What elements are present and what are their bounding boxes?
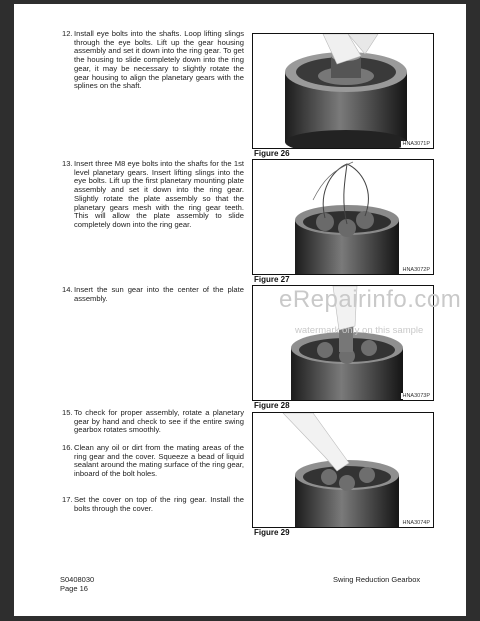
step-text: Clean any oil or dirt from the mating areas of the ring gear and the cover. Squeeze a bead of liquid sealant around the mating surface of the ring gear, inboard of the bolt holes. — [74, 443, 244, 479]
step-12 — [62, 29, 244, 91]
footer-page-number: Page 16 — [60, 584, 88, 593]
figure-code: HNA3072P — [402, 267, 430, 273]
step-17 — [62, 495, 244, 513]
step-number: 15. — [62, 408, 73, 417]
manual-page — [14, 4, 466, 616]
step-text: Set the cover on top of the ring gear. Install the bolts through the cover. — [74, 495, 244, 513]
figure-29-caption: Figure 29 — [254, 528, 290, 537]
step-13 — [62, 159, 244, 230]
step-number: 16. — [62, 443, 73, 452]
step-15 — [62, 408, 244, 435]
watermark-site: eRepairinfo.com — [279, 286, 462, 313]
step-14 — [62, 285, 244, 303]
figure-27-photo — [252, 159, 434, 275]
step-number: 13. — [62, 159, 73, 168]
step-number: 17. — [62, 495, 73, 504]
step-16 — [62, 443, 244, 479]
figure-code: HNA3074P — [402, 520, 430, 526]
figure-code: HNA3071P — [402, 141, 430, 147]
figure-code: HNA3073P — [402, 393, 430, 399]
figure-29-photo — [252, 412, 434, 528]
watermark-note: watermark only on this sample — [295, 325, 424, 336]
step-text: Insert the sun gear into the center of the plate assembly. — [74, 285, 244, 303]
step-text: Install eye bolts into the shafts. Loop lifting slings through the eye bolts. Lift up the gear housing assembly and set it down into the ring gear. To get the housing to slide completely down into the ring gear, it may be necessary to slightly rotate the gear housing to align the planetary gears with the splines on the shaft. — [74, 29, 244, 91]
footer-section-title: Swing Reduction Gearbox — [333, 575, 421, 584]
step-text: Insert three M8 eye bolts into the shafts for the 1st level planetary gears. Insert lifting slings into the eye bolts. Lift up the first planetary mounting plate assembly and set it down into the ring gear. Slightly rotate the plate assembly so that the planetary gears mesh with the ring gear teeth. This will allow the plate assembly to slide completely down into the ring gear. — [74, 159, 244, 229]
figure-28-caption: Figure 28 — [254, 401, 290, 410]
figure-26-photo — [252, 33, 434, 149]
step-number: 12. — [62, 29, 73, 38]
footer-doc-number: S0408030 — [60, 575, 95, 584]
figure-27-caption: Figure 27 — [254, 275, 290, 284]
step-number: 14. — [62, 285, 73, 294]
figure-26-caption: Figure 26 — [254, 149, 290, 158]
step-text: To check for proper assembly, rotate a planetary gear by hand and check to see if the entire swing gearbox rotates smoothly. — [74, 408, 244, 435]
